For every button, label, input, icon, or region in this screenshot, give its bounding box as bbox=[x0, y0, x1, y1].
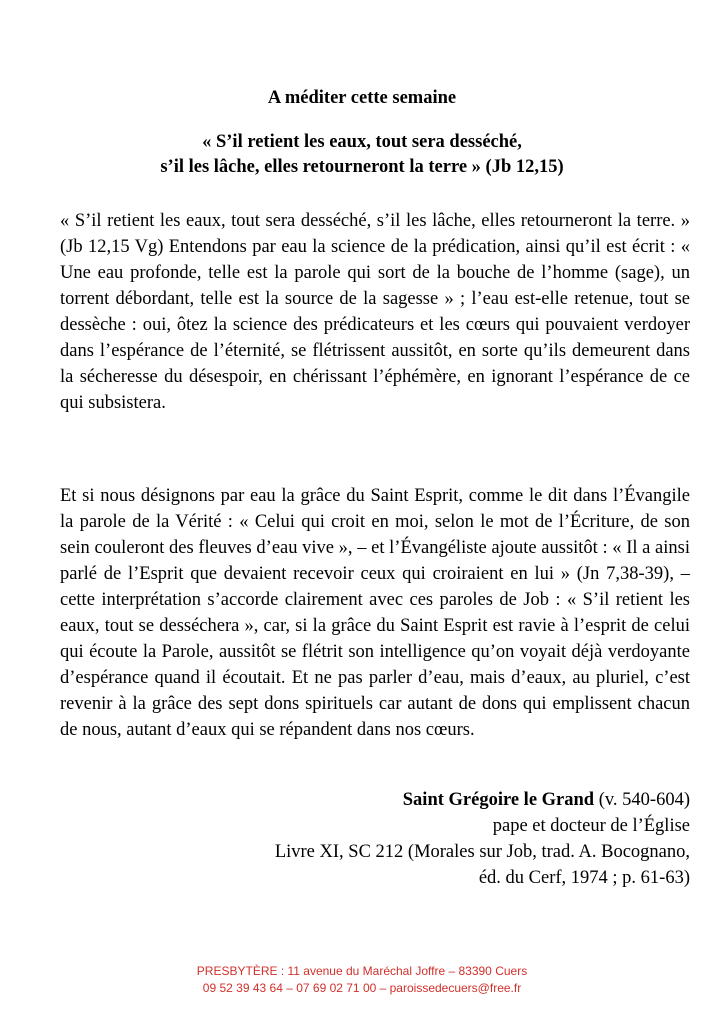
paragraph-1: « S’il retient les eaux, tout sera desséché, s’il les lâche, elles retourneront la terre. » (Jb 12,15 Vg) Entendons par eau la science de la prédication, ainsi qu’il est écrit : « Une eau profonde, telle est la parole qui sort de la bouche de l’homme (sage), un torrent débordant, telle est la source de la sagesse » ; l’eau est-elle retenue, tout se dessèche : oui, ôtez la science des prédicateurs et les cœurs qui pouvaient verdoyer dans l’espérance de l’éternité, se flétrissent aussitôt, en sorte qu’ils demeurent dans la sécheresse du désespoir, en chérissant l’éphémère, en ignorant l’espérance de ce qui subsistera. bbox=[60, 211, 690, 413]
signature-author-line bbox=[100, 787, 690, 813]
signature-block bbox=[100, 787, 690, 891]
footer-contact: 09 52 39 43 64 – 07 69 02 71 00 – paroissedecuers@free.fr bbox=[202, 981, 522, 995]
quote-title-line-2: s’il les lâche, elles retourneront la terre » (Jb 12,15) bbox=[160, 157, 564, 177]
signature-source-line-2: éd. du Cerf, 1974 ; p. 61-63) bbox=[478, 868, 690, 888]
signature-dates: (v. 540-604) bbox=[594, 790, 690, 810]
footer-address: PRESBYTÈRE : 11 avenue du Maréchal Joffre – 83390 Cuers bbox=[196, 964, 528, 978]
signature-source-line-1: Livre XI, SC 212 (Morales sur Job, trad. A. Bocognano, bbox=[274, 842, 690, 862]
quote-title-line-1: « S’il retient les eaux, tout sera desséché, bbox=[202, 132, 522, 152]
paragraph-2: Et si nous désignons par eau la grâce du Saint Esprit, comme le dit dans l’Évangile la parole de la Vérité : « Celui qui croit en moi, selon le mot de l’Écriture, de son sein couleront des fleuves d’eau vive », – et l’Évangéliste ajoute aussitôt : « Il a ainsi parlé de l’Esprit que devaient recevoir ceux qui croiraient en lui » (Jn 7,38-39), – cette interprétation s’accorde clairement avec ces paroles de Job : « S’il retient les eaux, tout se desséchera », car, si la grâce du Saint Esprit est ravie à l’esprit de celui qui écoute la Parole, aussitôt se flétrit son intelligence qu’on voyait déjà verdoyante d’espérance quand il écoutait. Et ne pas parler d’eau, mais d’eaux, au pluriel, c’est revenir à la grâce des sept dons spirituels car autant de dons qui emplissent chacun de nous, autant d’eaux qui se répandent dans nos cœurs. bbox=[60, 486, 690, 740]
signature-author: Saint Grégoire le Grand bbox=[402, 790, 595, 810]
footer bbox=[0, 963, 724, 997]
quote-title bbox=[60, 130, 664, 180]
signature-title: pape et docteur de l’Église bbox=[492, 816, 690, 836]
document-heading: A méditer cette semaine bbox=[267, 88, 457, 108]
